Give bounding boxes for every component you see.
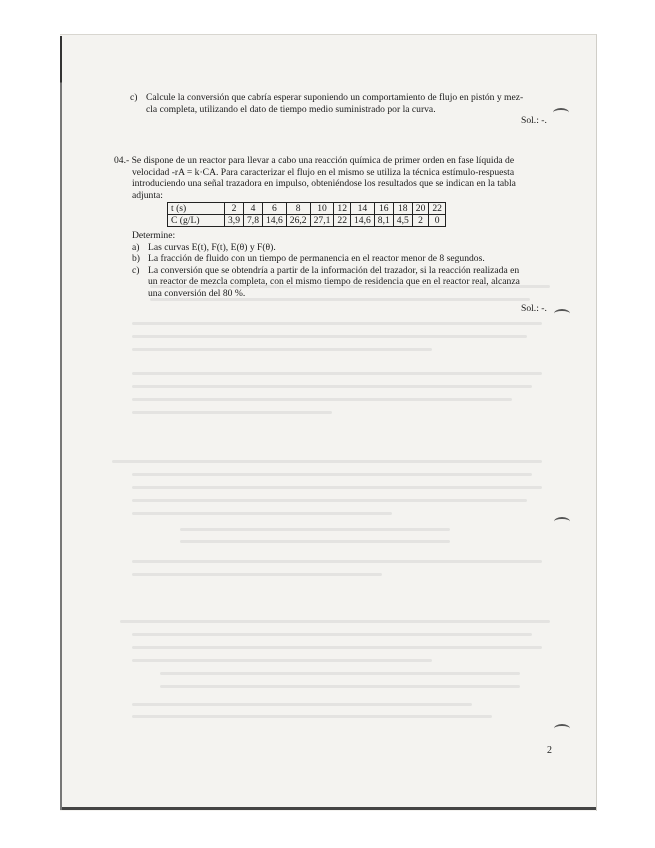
table-cell: 26,2	[286, 215, 310, 227]
page-number: 2	[547, 745, 552, 756]
item-text-line: Las curvas E(t), F(t), E(θ) y F(θ).	[148, 241, 276, 253]
table-cell: 12	[334, 203, 351, 215]
table-cell: 18	[393, 203, 412, 215]
item-text-line: un reactor de mezcla completa, con el mismo tiempo de residencia que en el reactor real, alcanza	[148, 276, 520, 288]
table-cell: 4	[244, 203, 263, 215]
row-header: C (g/L)	[168, 215, 225, 227]
item-label: c)	[132, 264, 140, 276]
table-cell: 4,5	[393, 215, 412, 227]
table-cell: 16	[374, 203, 393, 215]
question-item-a	[132, 242, 557, 254]
table-cell: 14	[350, 203, 374, 215]
sheet-left-edge	[60, 36, 62, 810]
row-header: t (s)	[168, 203, 225, 215]
tracer-data-table	[167, 202, 446, 227]
statement-line: velocidad -rA = k·CA. Para caracterizar el flujo en el mismo se utiliza la técnica estímulo-respuesta	[132, 166, 515, 178]
statement-line: adjunta:	[132, 189, 163, 201]
margin-mark	[553, 108, 569, 117]
question-item-b	[132, 253, 557, 265]
table-cell: 2	[225, 203, 244, 215]
table-cell: 8,1	[374, 215, 393, 227]
table-cell: 14,6	[263, 215, 287, 227]
item-text-line: La conversión que se obtendría a partir de la información del trazador, si la reacción realizada en	[148, 264, 520, 276]
table-cell: 14,6	[350, 215, 374, 227]
item-text-line: cla completa, utilizando el dato de tiempo medio suministrado por la curva.	[146, 103, 436, 115]
table-cell: 6	[263, 203, 287, 215]
table-cell: 22	[429, 203, 446, 215]
problem-04-statement	[114, 155, 554, 201]
table-row	[168, 203, 446, 215]
table-row	[168, 215, 446, 227]
determine-heading: Determine:	[132, 230, 176, 241]
item-label: b)	[132, 253, 140, 265]
table-cell: 10	[310, 203, 334, 215]
table-cell: 8	[286, 203, 310, 215]
question-item-c	[132, 265, 557, 300]
solution-label: Sol.: -.	[521, 303, 547, 314]
solution-label: Sol.: -.	[521, 115, 547, 126]
item-label: c)	[130, 92, 138, 103]
item-text-line: La fracción de fluido con un tiempo de permanencia en el reactor menor de 8 segundos.	[148, 253, 485, 265]
paper-sheet	[60, 34, 597, 811]
statement-line: introduciendo una señal trazadora en impulso, obteniéndose los resultados que se indican en la tabla	[132, 178, 516, 190]
sheet-bottom-edge	[62, 807, 596, 810]
table-cell: 3,9	[225, 215, 244, 227]
table-cell: 7,8	[244, 215, 263, 227]
margin-mark	[554, 309, 570, 318]
table-cell: 27,1	[310, 215, 334, 227]
table-cell: 22	[334, 215, 351, 227]
previous-problem-item-c	[130, 92, 550, 115]
item-label: a)	[132, 241, 140, 253]
problem-04-questions	[132, 230, 557, 300]
item-text-line: Calcule la conversión que cabría esperar suponiendo un comportamiento de flujo en pistón y mez-	[146, 92, 524, 103]
table-cell: 2	[412, 215, 429, 227]
item-text-line: una conversión del 80 %.	[148, 287, 246, 299]
statement-line: 04.- Se dispone de un reactor para llevar a cabo una reacción química de primer orden en fase líquida de	[114, 155, 515, 166]
margin-mark	[554, 517, 570, 526]
table-cell: 0	[429, 215, 446, 227]
table-cell: 20	[412, 203, 429, 215]
margin-mark	[554, 724, 570, 733]
